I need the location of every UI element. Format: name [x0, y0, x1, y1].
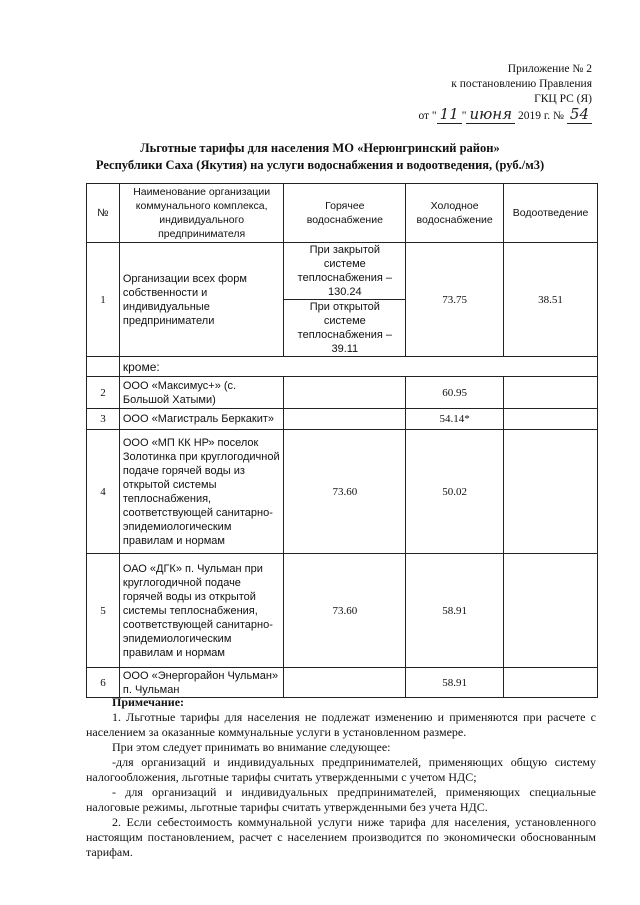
table-row: 4 ООО «МП КК НР» поселок Золотинка при круглогодичной подаче горячей воды из открытой системы теплоснабжения, соответствующей санитарно-эпидемиологическим правилам и нормам 73.60 50.02 [87, 430, 598, 554]
note-paragraph: -для организаций и индивидуальных предпринимателей, применяющих общую систему налогообложения, льготные тарифы считать утвержденными с учетом НДС; [86, 755, 596, 784]
appendix-label: Приложение № 2 [507, 63, 592, 75]
handwritten-month: июня [466, 105, 515, 124]
handwritten-number: 54 [567, 105, 592, 124]
date-line: от " 11 " июня 2019 г. № 54 [418, 107, 592, 124]
document-title: Льготные тарифы для населения МО «Нерюнгринский район» Республики Саха (Якутия) на услуги водоснабжения и водоотведения, (руб./м3) [95, 141, 545, 172]
document-header [418, 62, 592, 124]
note-paragraph: 1. Льготные тарифы для населения не подлежат изменению и применяются при расчете с населением за оказанные коммунальные услуги в установленном размере. [86, 710, 596, 739]
table-header-row [87, 184, 598, 243]
table-row: 5 ОАО «ДГК» п. Чульман при круглогодичной подаче горячей воды из открытой системы теплоснабжения, соответствующей санитарно-эпидемиологическим правилам и нормам 73.60 58.91 [87, 554, 598, 668]
table-row: 2 ООО «Максимус+» (с. Большой Хатыми) 60.95 [87, 377, 598, 409]
hot-open-cell: При открытой системе теплоснабжения – 39.11 [284, 300, 406, 357]
header-org: Наименование организации коммунального комплекса, индивидуального предпринимателя [119, 184, 284, 243]
organization-label: ГКЦ РС (Я) [534, 93, 592, 105]
header-hot: Горячее водоснабжение [284, 184, 406, 243]
tariff-table [86, 183, 598, 698]
table-row: 1 Организации всех форм собственности и индивидуальные предприниматели При закрытой системе теплоснабжения – 130.24 73.75 38.51 [87, 243, 598, 300]
handwritten-day: 11 [437, 105, 462, 124]
note-paragraph: 2. Если себестоимость коммунальной услуги ниже тарифа для населения, установленного настоящим постановлением, расчет с населением производится по экономически обоснованным тарифам. [86, 815, 596, 859]
resolution-label: к постановлению Правления [451, 78, 592, 90]
note-paragraph: - для организаций и индивидуальных предпринимателей, применяющих специальные налоговые режимы, льготные тарифы считать утвержденными без учета НДС. [86, 785, 596, 814]
notes-title: Примечание: [112, 695, 185, 709]
notes-section [86, 695, 596, 860]
header-num: № [87, 184, 120, 243]
header-sewer: Водоотведение [504, 184, 598, 243]
table-row: 3 ООО «Магистраль Беркакит» 54.14* [87, 409, 598, 430]
except-row: кроме: [87, 357, 598, 377]
table-row: 6 ООО «Энергорайон Чульман» п. Чульман 58.91 [87, 668, 598, 698]
header-cold: Холодное водоснабжение [406, 184, 504, 243]
hot-closed-cell: При закрытой системе теплоснабжения – 130.24 [284, 243, 406, 300]
note-paragraph: При этом следует принимать во внимание следующее: [112, 740, 391, 754]
